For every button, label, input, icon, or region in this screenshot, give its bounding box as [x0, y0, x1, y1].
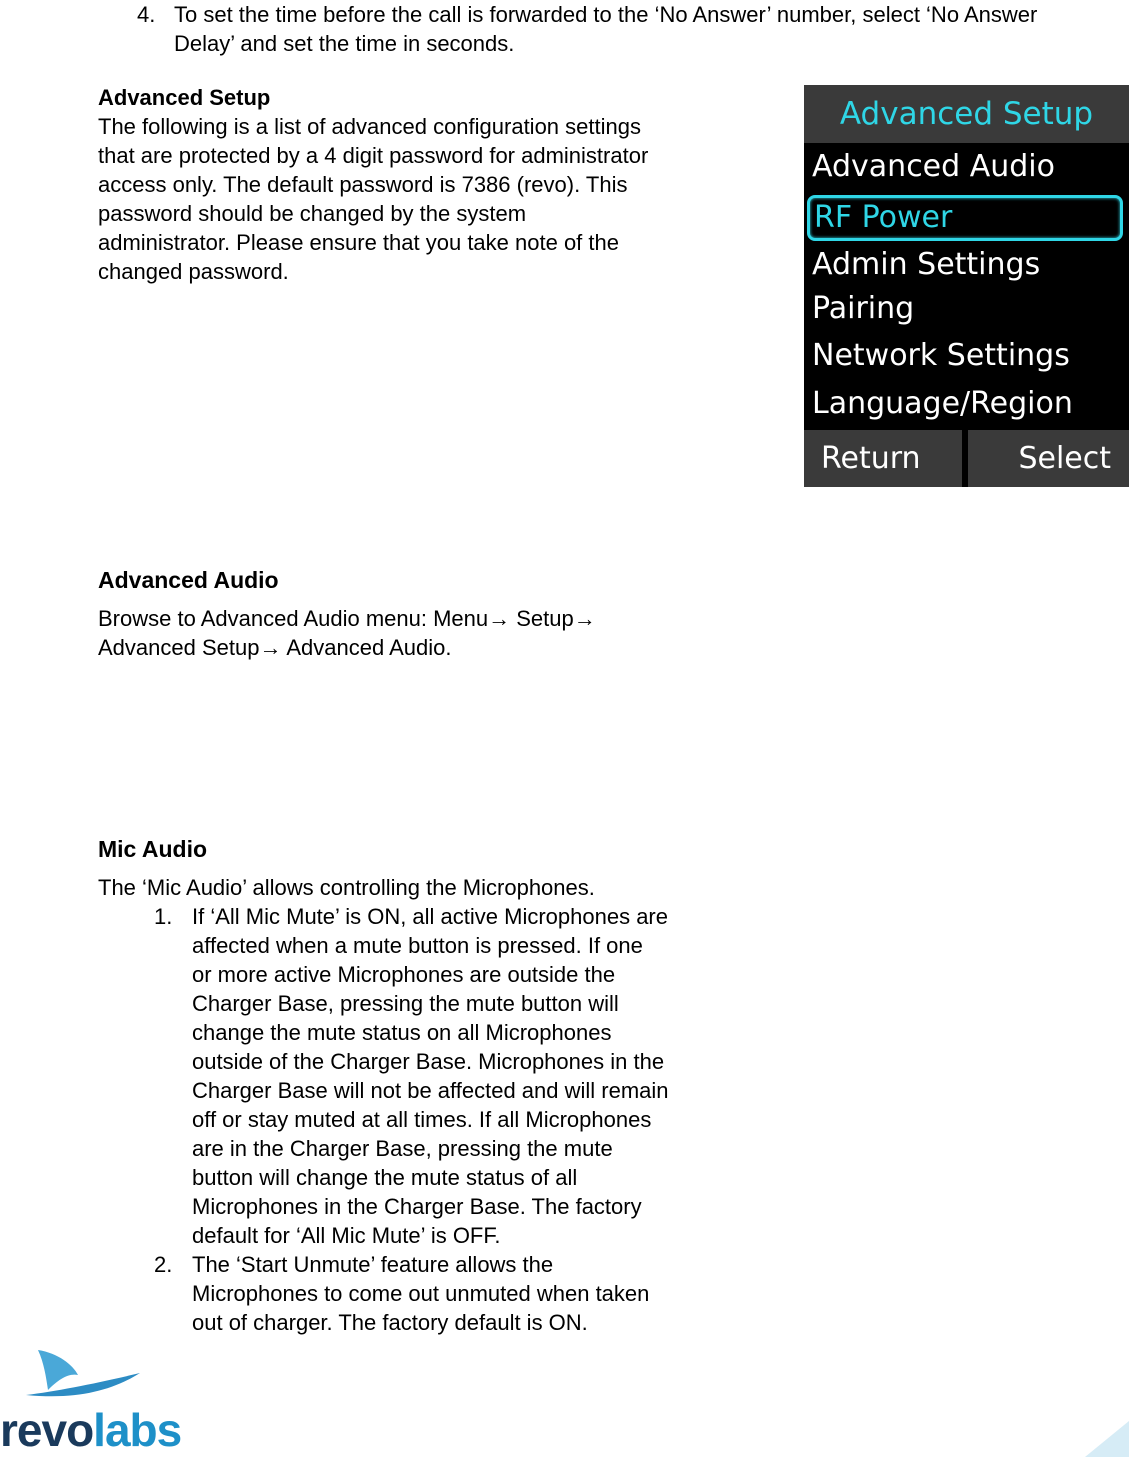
- select-softkey[interactable]: Select: [968, 430, 1129, 487]
- advanced-audio-heading: Advanced Audio: [98, 567, 279, 593]
- step-4: [137, 0, 1097, 58]
- advanced-setup-line-5: administrator. Please ensure that you take note of the: [98, 230, 619, 255]
- step-4-number: 4.: [137, 2, 156, 27]
- menu-item-admin-settings[interactable]: Admin Settings: [812, 247, 1041, 282]
- advanced-audio-line-1: Browse to Advanced Audio menu: Menu→ Setup→: [98, 606, 596, 631]
- list-item-number: 2.: [154, 1252, 173, 1277]
- list-item-line: or more active Microphones are outside the: [192, 962, 616, 987]
- return-softkey[interactable]: Return: [804, 430, 962, 487]
- list-item-line: change the mute status on all Microphones: [192, 1020, 612, 1045]
- mic-audio-heading: Mic Audio: [98, 836, 208, 862]
- screen-title: Advanced Setup: [804, 85, 1129, 143]
- list-item-line: outside of the Charger Base. Microphones in the: [192, 1049, 665, 1074]
- list-item-line: button will change the mute status of all: [192, 1165, 578, 1190]
- advanced-setup-line-2: that are protected by a 4 digit password for administrator: [98, 143, 649, 168]
- list-item-line: Microphones in the Charger Base. The factory: [192, 1194, 642, 1219]
- mic-audio-intro: The ‘Mic Audio’ allows controlling the Microphones.: [98, 875, 595, 900]
- list-item-line: off or stay muted at all times. If all Microphones: [192, 1107, 652, 1132]
- list-item: [154, 1250, 778, 1337]
- list-item-line: If ‘All Mic Mute’ is ON, all active Microphones are: [192, 904, 668, 929]
- advanced-setup-section: [98, 83, 778, 286]
- logo-text-revo: revo: [0, 1404, 94, 1456]
- corner-decoration-icon: [1085, 1421, 1129, 1457]
- revolabs-logo-text: [0, 1402, 181, 1458]
- revolabs-logo-mark-icon: [18, 1345, 148, 1405]
- list-item: [154, 902, 778, 1250]
- advanced-setup-line-1: The following is a list of advanced configuration settings: [98, 114, 641, 139]
- mic-audio-list: [154, 902, 778, 1337]
- list-item-line: out of charger. The factory default is ON.: [192, 1310, 588, 1335]
- list-item-line: Charger Base will not be affected and will remain: [192, 1078, 669, 1103]
- menu-item-network-settings[interactable]: Network Settings: [812, 338, 1070, 373]
- menu-item-advanced-audio[interactable]: Advanced Audio: [812, 149, 1055, 184]
- list-item-number: 1.: [154, 904, 173, 929]
- advanced-audio-section: [98, 566, 778, 662]
- advanced-setup-line-4: password should be changed by the system: [98, 201, 527, 226]
- list-item-line: are in the Charger Base, pressing the mute: [192, 1136, 613, 1161]
- advanced-setup-line-6: changed password.: [98, 259, 289, 284]
- menu-item-pairing[interactable]: Pairing: [812, 291, 915, 326]
- list-item-line: Charger Base, pressing the mute button will: [192, 991, 619, 1016]
- list-item-line: Microphones to come out unmuted when taken: [192, 1281, 650, 1306]
- list-item-line: affected when a mute button is pressed. If one: [192, 933, 643, 958]
- phone-screen: [804, 85, 1129, 487]
- logo-text-labs: labs: [93, 1404, 182, 1456]
- advanced-setup-heading: Advanced Setup: [98, 85, 271, 110]
- menu-item-rf-power[interactable]: RF Power: [807, 195, 1123, 241]
- step-4-text: To set the time before the call is forwarded to the ‘No Answer’ number, select ‘No Answer Delay’ and set the time in seconds.: [174, 2, 1038, 56]
- advanced-audio-line-2: Advanced Setup→ Advanced Audio.: [98, 635, 452, 660]
- list-item-line: The ‘Start Unmute’ feature allows the: [192, 1252, 554, 1277]
- list-item-line: default for ‘All Mic Mute’ is OFF.: [192, 1223, 501, 1248]
- menu-item-language-region[interactable]: Language/Region: [812, 386, 1073, 421]
- mic-audio-section: [98, 835, 778, 1337]
- advanced-setup-line-3: access only. The default password is 7386 (revo). This: [98, 172, 628, 197]
